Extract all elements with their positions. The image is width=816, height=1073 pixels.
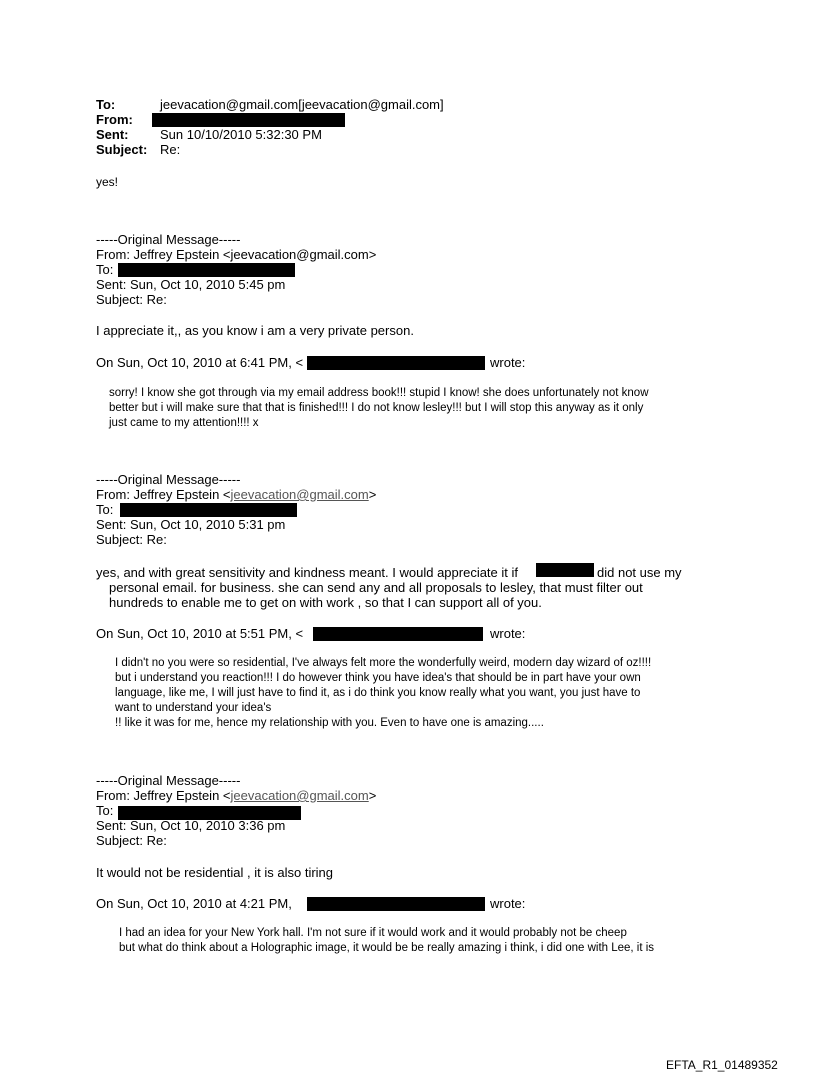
redaction-bar bbox=[313, 627, 483, 641]
original-to: To: bbox=[96, 262, 114, 277]
original-message-separator: -----Original Message----- bbox=[96, 232, 241, 247]
quote-intro: On Sun, Oct 10, 2010 at 6:41 PM, < bbox=[96, 355, 304, 370]
sent-value: Sun 10/10/2010 5:32:30 PM bbox=[160, 127, 322, 142]
message-body: I appreciate it,, as you know i am a very private person. bbox=[96, 323, 414, 338]
original-from: From: Jeffrey Epstein <jeevacation@gmail.com> bbox=[96, 788, 377, 803]
to-value: jeevacation@gmail.com[jeevacation@gmail.com] bbox=[160, 97, 444, 112]
document-id: EFTA_R1_01489352 bbox=[666, 1058, 778, 1072]
subject-value: Re: bbox=[160, 142, 181, 157]
quote-line: but i understand you reaction!!! I do however think you have idea's that should be in part have your own bbox=[115, 672, 641, 684]
quote-line: want to understand your idea's bbox=[115, 702, 272, 714]
redaction-bar bbox=[152, 113, 345, 127]
reply-body: yes! bbox=[96, 175, 119, 189]
email-link[interactable]: jeevacation@gmail.com bbox=[230, 487, 369, 502]
original-sent: Sent: Sun, Oct 10, 2010 5:31 pm bbox=[96, 517, 286, 532]
redaction-bar bbox=[307, 356, 485, 370]
quote-line: sorry! I know she got through via my email address book!!! stupid I know! she does unfortunately not know bbox=[109, 387, 649, 399]
original-message-separator: -----Original Message----- bbox=[96, 472, 241, 487]
quote-wrote: wrote: bbox=[490, 626, 526, 641]
sent-label: Sent: bbox=[96, 127, 129, 142]
original-message-separator: -----Original Message----- bbox=[96, 773, 241, 788]
to-label: To: bbox=[96, 97, 116, 112]
quote-line: language, like me, I will just have to find it, as i do think you know really what you want, you just have to bbox=[115, 687, 641, 699]
original-subject: Subject: Re: bbox=[96, 833, 167, 848]
original-subject: Subject: Re: bbox=[96, 532, 167, 547]
quote-wrote: wrote: bbox=[490, 896, 526, 911]
quote-line: I had an idea for your New York hall. I'm not sure if it would work and it would probably not be cheep bbox=[119, 927, 627, 939]
email-link[interactable]: jeevacation@gmail.com bbox=[230, 788, 369, 803]
redaction-bar bbox=[118, 263, 295, 277]
quote-intro: On Sun, Oct 10, 2010 at 5:51 PM, < bbox=[96, 626, 304, 641]
message-body-line: yes, and with great sensitivity and kindness meant. I would appreciate it if bbox=[96, 565, 518, 580]
subject-label: Subject: bbox=[96, 142, 148, 157]
redaction-bar bbox=[120, 503, 297, 517]
original-to: To: bbox=[96, 502, 114, 517]
quote-line: I didn't no you were so residential, I've always felt more the wonderfully weird, modern day wizard of oz!!!! bbox=[115, 657, 652, 669]
original-sent: Sent: Sun, Oct 10, 2010 5:45 pm bbox=[96, 277, 286, 292]
quote-line: better but i will make sure that that is finished!!! I do not know lesley!!! but I will stop this anyway as it only bbox=[109, 402, 644, 414]
quote-line: !! like it was for me, hence my relationship with you. Even to have one is amazing..... bbox=[115, 717, 544, 729]
quote-wrote: wrote: bbox=[490, 355, 526, 370]
quote-line: just came to my attention!!!! x bbox=[109, 417, 259, 429]
original-from: From: Jeffrey Epstein <jeevacation@gmail.com> bbox=[96, 247, 377, 262]
original-subject: Subject: Re: bbox=[96, 292, 167, 307]
quote-line: but what do think about a Holographic image, it would be be really amazing i think, i did one with Lee, it is bbox=[119, 942, 655, 954]
from-label: From: bbox=[96, 112, 133, 127]
original-sent: Sent: Sun, Oct 10, 2010 3:36 pm bbox=[96, 818, 286, 833]
original-from: From: Jeffrey Epstein <jeevacation@gmail.com> bbox=[96, 487, 377, 502]
quote-intro: On Sun, Oct 10, 2010 at 4:21 PM, bbox=[96, 896, 292, 911]
message-body-line: did not use my bbox=[597, 565, 682, 580]
original-to: To: bbox=[96, 803, 114, 818]
redaction-bar bbox=[307, 897, 485, 911]
message-body: It would not be residential , it is also tiring bbox=[96, 865, 334, 880]
message-body-line: personal email. for business. she can send any and all proposals to lesley, that must filter out bbox=[109, 580, 643, 595]
message-body-line: hundreds to enable me to get on with work , so that I can support all of you. bbox=[109, 595, 542, 610]
redaction-bar bbox=[536, 563, 594, 577]
